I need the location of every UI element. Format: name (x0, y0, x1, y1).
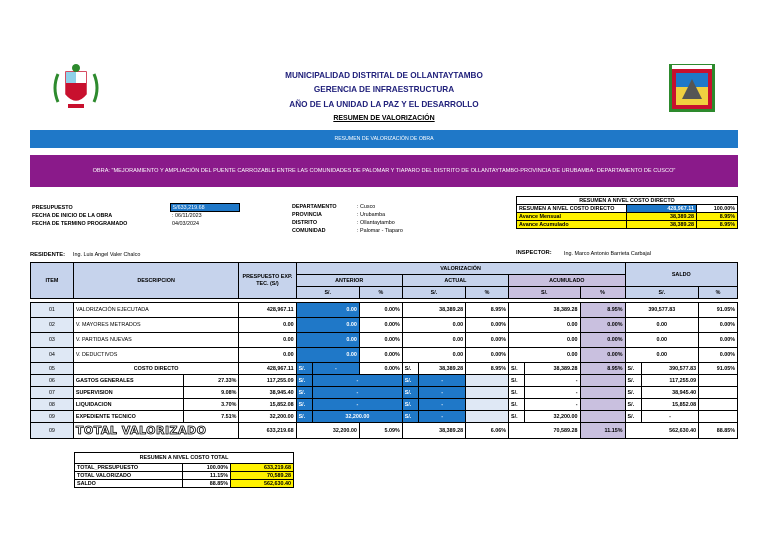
row-currency: S/. (402, 375, 418, 387)
row-current: - (419, 375, 466, 387)
row-cumulative: 0.00 (509, 318, 581, 333)
row-current-pct: 6.06% (466, 423, 509, 439)
row-cumulative-pct: 8.95% (580, 303, 625, 318)
row-currency: S/. (509, 387, 525, 399)
cumulative-progress-value: 38,389.28 (627, 221, 697, 229)
row-percentage: 27.33% (184, 375, 239, 387)
row-currency: S/. (402, 387, 418, 399)
valuation-header: VALORIZACIÓN (296, 263, 625, 275)
row-previous: 32,200.00 (296, 423, 359, 439)
row-balance-pct: 91.05% (699, 303, 738, 318)
monthly-progress-label: Avance Mensual (517, 213, 627, 221)
valuation-table (30, 262, 738, 439)
previous-pct-header: % (359, 287, 402, 299)
total-budget-label: TOTAL_PRESUPUESTO (75, 464, 183, 472)
row-current: - (419, 387, 466, 399)
balance-pct-header: % (699, 287, 738, 299)
total-valued-label: TOTAL VALORIZADO (75, 472, 183, 480)
table-row-total (31, 423, 738, 439)
balance-label: SALDO (75, 480, 183, 488)
row-item: 04 (31, 348, 74, 363)
table-row (31, 348, 738, 363)
location-table (290, 203, 430, 235)
row-balance-pct: 91.05% (699, 363, 738, 375)
department-title: GERENCIA DE INFRAESTRUCTURA (313, 85, 455, 94)
row-budget: 633,219.68 (239, 423, 296, 439)
row-cumulative-pct: 0.00% (580, 333, 625, 348)
row-current: 38,389.28 (419, 363, 466, 375)
row-currency: S/. (402, 411, 418, 423)
row-description: GASTOS GENERALES (73, 375, 183, 387)
row-percentage: 7.51% (184, 411, 239, 423)
resident-label: RESIDENTE: (30, 252, 66, 258)
row-description: V. MAYORES METRADOS (73, 318, 238, 333)
total-label: TOTAL VALORIZADO (73, 423, 238, 439)
row-previous: 0.00 (296, 318, 359, 333)
row-currency: S/. (509, 399, 525, 411)
row-item: 02 (31, 318, 74, 333)
row-balance: 390,577.83 (625, 303, 699, 318)
row-previous: - (312, 363, 359, 375)
budget-label: PRESUPUESTO (32, 204, 73, 211)
total-valued-value: 70,589.28 (231, 472, 294, 480)
row-description: SUPERVISION (73, 387, 183, 399)
row-previous: - (312, 387, 402, 399)
row-current-pct: 0.00% (466, 348, 509, 363)
direct-cost-label: RESUMEN A NIVEL COSTO DIRECTO (517, 205, 627, 213)
row-current: 38,389.28 (402, 303, 465, 318)
item-header: ITEM (31, 263, 74, 299)
row-previous-pct: 0.00% (359, 333, 402, 348)
row-previous-pct: 0.00% (359, 348, 402, 363)
row-description: V. PARTIDAS NUEVAS (73, 333, 238, 348)
row-cumulative: - (525, 387, 580, 399)
total-budget-pct: 100.00% (183, 464, 231, 472)
row-budget: 0.00 (239, 318, 296, 333)
row-cumulative-pct: 0.00% (580, 318, 625, 333)
monthly-progress-value: 38,389.28 (627, 213, 697, 221)
row-cumulative: - (525, 399, 580, 411)
row-percentage: 9.08% (184, 387, 239, 399)
cumulative-pct-header: % (580, 287, 625, 299)
district-label: DISTRITO (292, 220, 318, 226)
budget-header: PRESPUESTO EXP. TEC. (S/) (239, 263, 296, 299)
row-item: 07 (31, 387, 74, 399)
row-balance-pct: 88.85% (699, 423, 738, 439)
resident-name: Ing. Luis Angel Valer Chalco (73, 252, 141, 258)
direct-cost-summary (516, 196, 738, 229)
row-current: - (419, 399, 466, 411)
department-label: DEPARTAMENTO (292, 204, 337, 210)
start-date-value: : 06/11/2023 (172, 212, 202, 219)
row-budget: 32,200.00 (239, 411, 296, 423)
row-balance: 0.00 (625, 333, 699, 348)
table-row (31, 411, 738, 423)
row-balance-pct: 0.00% (699, 318, 738, 333)
row-currency: S/. (625, 387, 641, 399)
row-current-pct: 0.00% (466, 333, 509, 348)
row-budget: 38,945.40 (239, 387, 296, 399)
row-description: V. DEDUCTIVOS (73, 348, 238, 363)
table-row (31, 399, 738, 411)
community-value: : Palomar - Tiaparo (357, 228, 403, 234)
previous-soles-header: S/. (296, 287, 359, 299)
cumulative-header: ACUMULADO (509, 275, 626, 287)
row-currency: S/. (625, 399, 641, 411)
row-currency: S/. (296, 375, 312, 387)
total-budget-value: 633,219.68 (231, 464, 294, 472)
row-budget: 117,255.09 (239, 375, 296, 387)
row-cumulative: 38,389.28 (509, 303, 581, 318)
row-description: LIQUIDACION (73, 399, 183, 411)
direct-cost-pct: 100.00% (697, 205, 738, 213)
row-description: VALORIZACIÓN EJECUTADA (73, 303, 238, 318)
end-date-label: FECHA DE TERMINO PROGRAMADO (32, 220, 128, 227)
cumulative-progress-label: Avance Acumulado (517, 221, 627, 229)
row-previous: - (312, 399, 402, 411)
balance-pct: 88.85% (183, 480, 231, 488)
row-balance: 117,255.09 (641, 375, 698, 387)
row-percentage: 3.70% (184, 399, 239, 411)
row-cumulative: 32,200.00 (525, 411, 580, 423)
row-balance: - (641, 411, 698, 423)
table-row (31, 318, 738, 333)
row-item: 09 (31, 411, 74, 423)
community-label: COMUNIDAD (292, 228, 326, 234)
row-item: 01 (31, 303, 74, 318)
province-label: PROVINCIA (292, 212, 322, 218)
row-item: 05 (31, 363, 74, 375)
row-budget: 428,967.11 (239, 363, 296, 375)
row-current-pct: 8.95% (466, 303, 509, 318)
total-valued-pct: 11.15% (183, 472, 231, 480)
row-currency: S/. (402, 399, 418, 411)
row-budget: 15,852.08 (239, 399, 296, 411)
row-currency: S/. (296, 387, 312, 399)
row-description: COSTO DIRECTO (73, 363, 238, 375)
cumulative-soles-header: S/. (509, 287, 581, 299)
project-dates-table (30, 203, 240, 228)
row-cumulative-pct: 11.15% (580, 423, 625, 439)
row-current: 0.00 (402, 333, 465, 348)
row-current-pct: 0.00% (466, 318, 509, 333)
row-currency: S/. (509, 363, 525, 375)
row-balance: 390,577.83 (641, 363, 698, 375)
row-current: 0.00 (402, 318, 465, 333)
row-currency: S/. (625, 375, 641, 387)
row-description: EXPEDIENTE TECNICO (73, 411, 183, 423)
budget-value: S/633,219.68 (170, 204, 240, 212)
row-balance: 15,852.08 (641, 399, 698, 411)
district-value: : Ollantaytambo (357, 220, 395, 226)
row-current: 0.00 (402, 348, 465, 363)
row-current: 38,389.28 (402, 423, 465, 439)
balance-soles-header: S/. (625, 287, 699, 299)
end-date-value: 04/03/2024 (172, 220, 199, 227)
row-cumulative: 70,589.28 (509, 423, 581, 439)
row-cumulative: - (525, 375, 580, 387)
description-header: DESCRIPCION (73, 263, 238, 299)
monthly-progress-pct: 8.95% (697, 213, 738, 221)
total-cost-summary-title: RESUMEN A NIVEL COSTO TOTAL (75, 453, 294, 464)
row-currency: S/. (625, 411, 641, 423)
row-balance: 0.00 (625, 318, 699, 333)
current-soles-header: S/. (402, 287, 465, 299)
inspector-label: INSPECTOR: (516, 250, 552, 256)
row-previous: 32,200.00 (312, 411, 402, 423)
row-currency: S/. (402, 363, 418, 375)
row-previous-pct: 0.00% (359, 318, 402, 333)
section-banner: RESUMEN DE VALORIZACIÓN DE OBRA (30, 130, 738, 148)
row-cumulative-pct: 0.00% (580, 348, 625, 363)
row-item: 08 (31, 399, 74, 411)
row-cumulative: 0.00 (509, 333, 581, 348)
table-row (31, 387, 738, 399)
row-currency: S/. (509, 411, 525, 423)
row-item: 06 (31, 375, 74, 387)
year-title: AÑO DE LA UNIDAD LA PAZ Y EL DESARROLLO (289, 100, 479, 109)
row-previous: 0.00 (296, 303, 359, 318)
row-balance-pct: 0.00% (699, 348, 738, 363)
row-item: 03 (31, 333, 74, 348)
municipality-title: MUNICIPALIDAD DISTRITAL DE OLLANTAYTAMBO (285, 71, 483, 80)
row-cumulative: 38,389.28 (525, 363, 580, 375)
row-budget: 428,967.11 (239, 303, 296, 318)
row-currency: S/. (509, 375, 525, 387)
row-previous-pct: 0.00% (359, 363, 402, 375)
row-currency: S/. (296, 363, 312, 375)
direct-cost-summary-title: RESUMEN A NIVEL COSTO DIRECTO (517, 197, 738, 205)
province-value: : Urubamba (357, 212, 386, 218)
current-header: ACTUAL (402, 275, 508, 287)
project-banner: OBRA: "MEJORAMIENTO Y AMPLIACIÓN DEL PUENTE CARROZABLE ENTRE LAS COMUNIDADES DE PALOMAR Y TIAPARO DEL DISTRITO DE OLLANTAYTAMBO-PROVINCIA DE URUBAMBA- DEPARTAMENTO DE CUSCO" (30, 155, 738, 187)
row-current: - (419, 411, 466, 423)
row-budget: 0.00 (239, 348, 296, 363)
inspector-name: Ing. Marco Antonio Barrieta Carbajal (564, 251, 651, 257)
row-current-pct: 8.95% (466, 363, 509, 375)
current-pct-header: % (466, 287, 509, 299)
row-currency: S/. (625, 363, 641, 375)
row-previous: - (312, 375, 402, 387)
table-row (31, 363, 738, 375)
table-row (31, 333, 738, 348)
row-balance: 0.00 (625, 348, 699, 363)
report-title: RESUMEN DE VALORIZACIÓN (333, 115, 435, 122)
balance-header: SALDO (625, 263, 737, 287)
table-row (31, 375, 738, 387)
balance-value: 562,630.40 (231, 480, 294, 488)
row-cumulative-pct: 8.95% (580, 363, 625, 375)
department-value: : Cusco (357, 204, 376, 210)
direct-cost-value: 428,967.11 (627, 205, 697, 213)
row-budget: 0.00 (239, 333, 296, 348)
row-balance: 38,945.40 (641, 387, 698, 399)
row-previous: 0.00 (296, 333, 359, 348)
row-previous-pct: 0.00% (359, 303, 402, 318)
previous-header: ANTERIOR (296, 275, 402, 287)
cumulative-progress-pct: 8.95% (697, 221, 738, 229)
row-currency: S/. (296, 411, 312, 423)
row-previous-pct: 5.09% (359, 423, 402, 439)
total-cost-summary (74, 452, 294, 488)
start-date-label: FECHA DE INICIO DE LA OBRA (32, 212, 113, 219)
row-previous: 0.00 (296, 348, 359, 363)
row-item: 09 (31, 423, 74, 439)
row-balance-pct: 0.00% (699, 333, 738, 348)
table-row (31, 303, 738, 318)
row-balance: 562,630.40 (625, 423, 699, 439)
row-currency: S/. (296, 399, 312, 411)
row-cumulative: 0.00 (509, 348, 581, 363)
